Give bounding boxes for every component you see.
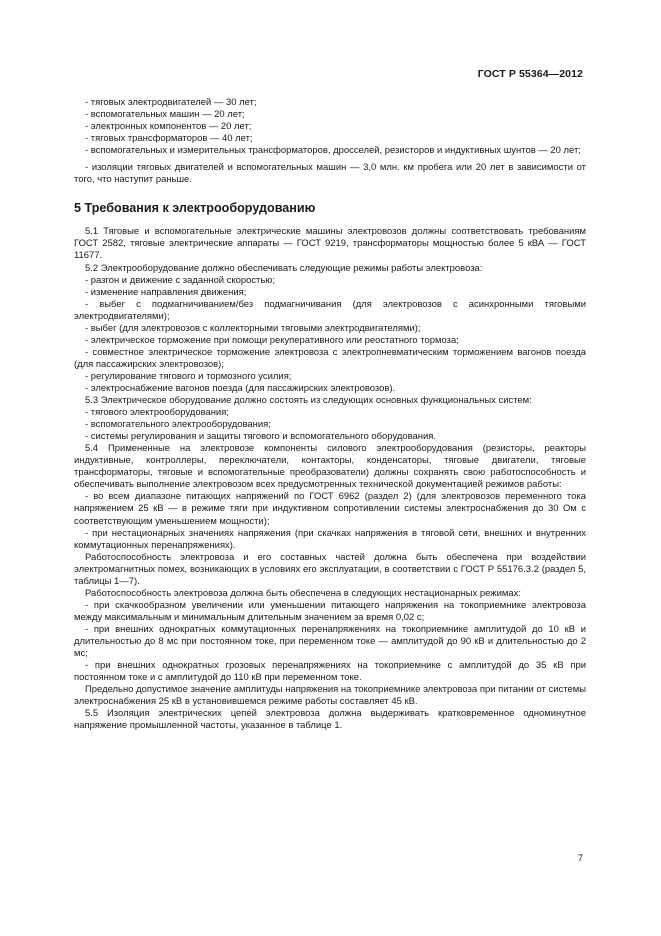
list-item: - тяговых электродвигателей — 30 лет; <box>85 97 257 108</box>
list-item: - при внешних однократных коммутационных перенапряжениях на токоприемнике амплитудой до 10 кВ и длительностью до 8 мс при постоянном токе, при переменном токе — амплитудой до 90 кВ и длительностью до 2 мс; <box>74 623 586 660</box>
list-item: - электрическое торможение при помощи рекуперативного или реостатного тормоза; <box>85 334 459 346</box>
list-item: - электронных компонентов — 20 лет; <box>85 121 252 133</box>
list-item: - системы регулирования и защиты тягового и вспомогательного оборудования. <box>85 431 436 443</box>
list-item: - изменение направления движения; <box>85 286 247 298</box>
paragraph: 5.2 Электрооборудование должно обеспечивать следующие режимы работы электровоза: <box>85 262 483 274</box>
list-item: - выбег с подмагничиванием/без подмагничивания (для электровозов с асинхронными тяговыми электродвигателями); <box>74 298 586 322</box>
list-item: - изоляции тяговых двигателей и вспомогательных машин — 3,0 млн. км пробега или 20 лет в зависимости от того, что наступит раньше. <box>74 162 586 186</box>
list-item: - вспомогательных машин — 20 лет; <box>85 109 245 121</box>
paragraph: Работоспособность электровоза должна быть обеспечена в следующих нестационарных режимах: <box>85 587 521 599</box>
page-body <box>74 97 586 732</box>
standard-code-header: ГОСТ Р 55364—2012 <box>477 68 583 80</box>
list-item: - выбег (для электровозов с коллекторными тяговыми электродвигателями); <box>85 322 421 334</box>
section-heading: 5 Требования к электрооборудованию <box>74 201 316 216</box>
paragraph: Работоспособность электровоза и его составных частей должна быть обеспечена при воздействии электромагнитных помех, возникающих в условиях его эксплуатации, в соответствии с ГОСТ Р 55176.3.2 (раздел 5, таблицы 1—7). <box>74 551 586 587</box>
list-item: - при скачкообразном увеличении или уменьшении питающего напряжения на токоприемнике электровоза между максимальным и минимальным длительным значением за время 0,02 с; <box>74 599 586 623</box>
list-item: - тяговых трансформаторов — 40 лет; <box>85 133 253 145</box>
paragraph: 5.5 Изоляция электрических цепей электровоза должна выдерживать кратковременное одноминутное напряжение промышленной частоты, указанное в таблице 1. <box>74 708 586 732</box>
paragraph: 5.4 Примененные на электровозе компоненты силового электрооборудования (резисторы, реакторы индуктивные, контроллеры, переключатели, контакторы, конденсаторы, тяговые двигатели, тяговые трансформаторы, тяговые и вспомогательные преобразователи) должны сохранять свою работоспособность и обеспечивать выполнение электровозом всех предусмотренных технической документацией режимов работы: <box>74 443 586 491</box>
list-item: - тягового электрооборудования; <box>85 407 229 419</box>
list-item: - разгон и движение с заданной скоростью; <box>85 274 275 286</box>
paragraph: 5.3 Электрическое оборудование должно состоять из следующих основных функциональных систем: <box>85 395 532 407</box>
list-item: - при нестационарных значениях напряжения (при скачках напряжения в тяговой сети, внешних и внутренних коммутационных перенапряжениях). <box>74 527 586 551</box>
paragraph: 5.1 Тяговые и вспомогательные электрические машины электровозов должны соответствовать требованиям ГОСТ 2582, тяговые электрические аппараты — ГОСТ 9219, трансформаторы мощностью более 5 кВА — ГОСТ 11677. <box>74 226 586 262</box>
paragraph: Предельно допустимое значение амплитуды напряжения на токоприемнике электровоза при питании от системы электроснабжения 25 кВ в установившемся режиме работы составляет 45 кВ. <box>74 684 586 708</box>
page-number: 7 <box>577 853 583 864</box>
list-item: - во всем диапазоне питающих напряжений по ГОСТ 6962 (раздел 2) (для электровозов переменного тока напряжением 25 кВ — в режиме тяги при индуктивном сопротивлении системы электроснабжения до 30 Ом с соответствующим уменьшением мощности); <box>74 491 586 527</box>
list-item: - вспомогательного электрооборудования; <box>85 419 271 431</box>
list-item: - регулирование тягового и тормозного усилия; <box>85 370 292 382</box>
list-item: - вспомогательных и измерительных трансформаторов, дросселей, резисторов и индуктивных шунтов — 20 лет; <box>85 145 581 157</box>
list-item: - совместное электрическое торможение электровоза с электропневматическим торможением вагонов поезда (для пассажирских электровозов); <box>74 346 586 370</box>
list-item: - при внешних однократных грозовых перенапряжениях на токоприемнике с амплитудой до 35 кВ при постоянном токе и с амплитудой до 110 кВ при переменном токе. <box>74 660 586 684</box>
list-item: - электроснабжение вагонов поезда (для пассажирских электровозов). <box>85 382 396 394</box>
